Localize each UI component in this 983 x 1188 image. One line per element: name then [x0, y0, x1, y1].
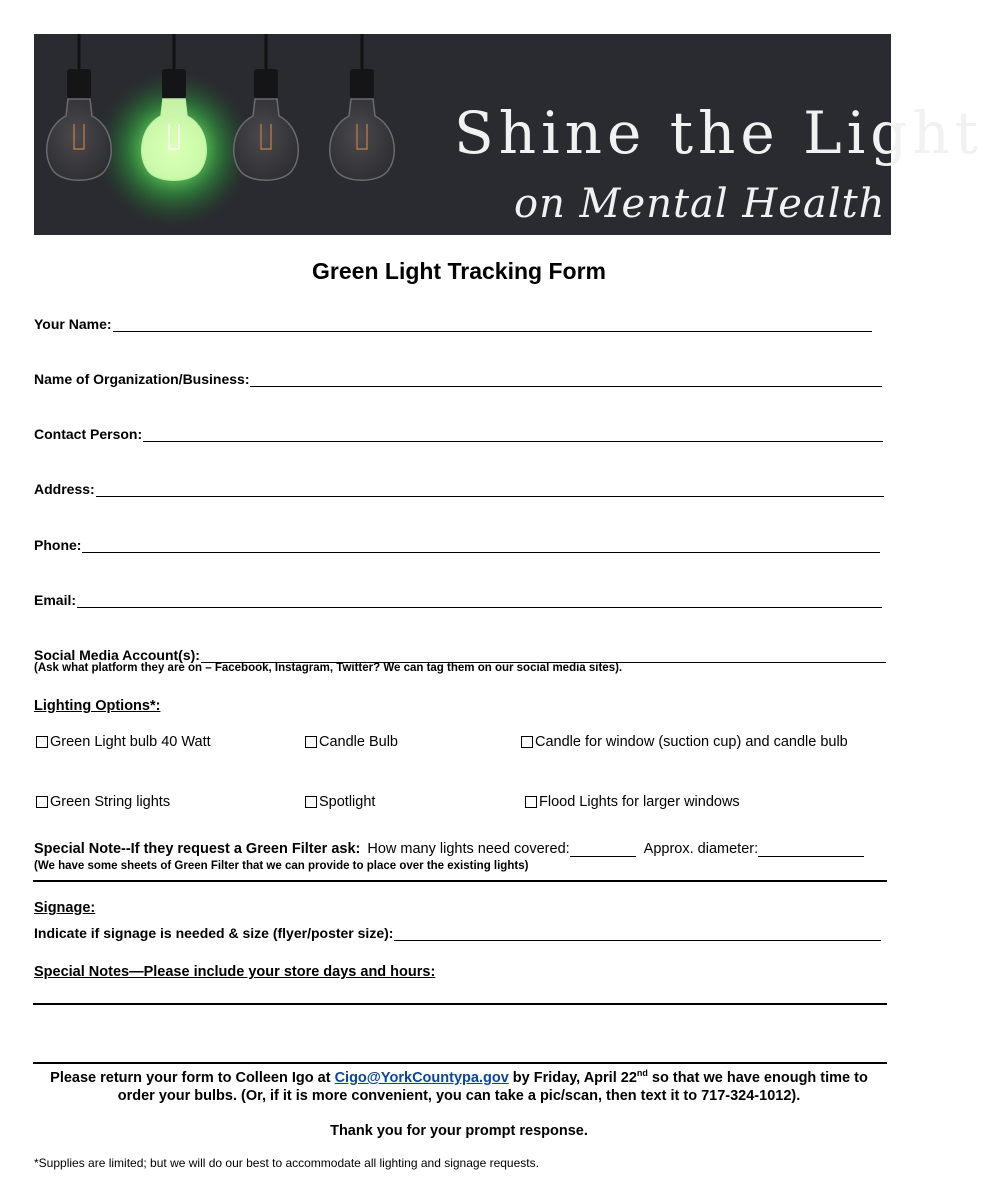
- checkbox[interactable]: [305, 736, 317, 748]
- checkbox[interactable]: [305, 796, 317, 808]
- diameter-blank[interactable]: [758, 842, 864, 857]
- checkbox[interactable]: [525, 796, 537, 808]
- green-filter-note: (We have some sheets of Green Filter that we can provide to place over the existing lights): [34, 860, 529, 872]
- deadline-superscript: nd: [636, 1068, 648, 1078]
- deadline-text: by Friday, April 22: [512, 1069, 637, 1086]
- signage-field[interactable]: [34, 921, 881, 941]
- social-media-field[interactable]: [34, 643, 886, 663]
- option-green-string-lights[interactable]: [36, 794, 170, 810]
- field-line[interactable]: [201, 647, 886, 663]
- field-label: Social Media Account(s):: [34, 647, 200, 663]
- field-line[interactable]: [96, 481, 884, 497]
- option-flood-lights[interactable]: [525, 794, 740, 810]
- divider: [33, 880, 887, 882]
- signage-heading: Signage:: [34, 900, 96, 916]
- option-label: Candle for window (suction cup) and candle bulb: [535, 734, 848, 750]
- field-label: Address:: [34, 481, 95, 497]
- notes-line[interactable]: [33, 1003, 887, 1005]
- return-instructions: [0, 1068, 918, 1086]
- field-label: Phone:: [34, 537, 82, 553]
- checkbox[interactable]: [36, 796, 48, 808]
- return-instructions-line2: order your bulbs. (Or, if it is more convenient, you can take a pic/scan, then text it to 717-324-1012).: [117, 1088, 801, 1104]
- option-label: Green String lights: [50, 794, 171, 810]
- green-filter-row: [34, 841, 864, 857]
- option-label: Green Light bulb 40 Watt: [50, 734, 211, 750]
- field-label: Name of Organization/Business:: [34, 371, 250, 387]
- diameter-label: Approx. diameter:: [643, 841, 759, 857]
- option-label: Flood Lights for larger windows: [539, 794, 740, 810]
- option-spotlight[interactable]: [305, 794, 375, 810]
- footnote: *Supplies are limited; but we will do our best to accommodate all lighting and signage requests.: [34, 1156, 539, 1170]
- field-line[interactable]: [82, 537, 880, 553]
- phone-field[interactable]: [34, 533, 880, 553]
- thank-you-text: Thank you for your prompt response.: [330, 1123, 588, 1139]
- green-filter-label: Special Note--If they request a Green Filter ask:: [34, 841, 361, 857]
- return-suffix: so that we have enough time to: [651, 1069, 868, 1086]
- banner-subtitle: on Mental Health: [514, 181, 886, 227]
- your-name-field[interactable]: [34, 312, 872, 332]
- header-banner: [34, 34, 983, 235]
- option-label: Candle Bulb: [319, 734, 398, 750]
- checkbox[interactable]: [521, 736, 533, 748]
- field-line[interactable]: [77, 592, 882, 608]
- email-link[interactable]: Cigo@YorkCountypa.gov: [334, 1069, 509, 1086]
- field-line[interactable]: [394, 925, 881, 941]
- notes-line[interactable]: [33, 1062, 887, 1064]
- lighting-options-heading: Lighting Options*:: [34, 698, 161, 714]
- field-label: Contact Person:: [34, 426, 143, 442]
- banner-title: Shine the Light: [454, 99, 983, 167]
- checkbox[interactable]: [36, 736, 48, 748]
- field-line[interactable]: [143, 426, 883, 442]
- social-media-note: (Ask what platform they are on – Facebook, Instagram, Twitter? We can tag them on our social media sites).: [34, 662, 623, 674]
- field-line[interactable]: [250, 371, 882, 387]
- field-label: Email:: [34, 592, 77, 608]
- field-label: Indicate if signage is needed & size (flyer/poster size):: [34, 925, 394, 941]
- option-candle-bulb[interactable]: [305, 734, 398, 750]
- email-field[interactable]: [34, 588, 882, 608]
- contact-person-field[interactable]: [34, 422, 883, 442]
- address-field[interactable]: [34, 477, 884, 497]
- field-label: Your Name:: [34, 316, 112, 332]
- form-title: Green Light Tracking Form: [312, 258, 606, 284]
- option-candle-window[interactable]: [521, 734, 848, 750]
- lights-covered-blank[interactable]: [570, 842, 636, 857]
- field-line[interactable]: [113, 316, 872, 332]
- special-notes-heading: Special Notes—Please include your store days and hours:: [34, 964, 436, 980]
- option-label: Spotlight: [319, 794, 376, 810]
- lights-covered-label: How many lights need covered:: [367, 841, 570, 857]
- option-green-light-bulb[interactable]: [36, 734, 211, 750]
- return-prefix: Please return your form to Colleen Igo at: [50, 1069, 331, 1086]
- organization-field[interactable]: [34, 367, 882, 387]
